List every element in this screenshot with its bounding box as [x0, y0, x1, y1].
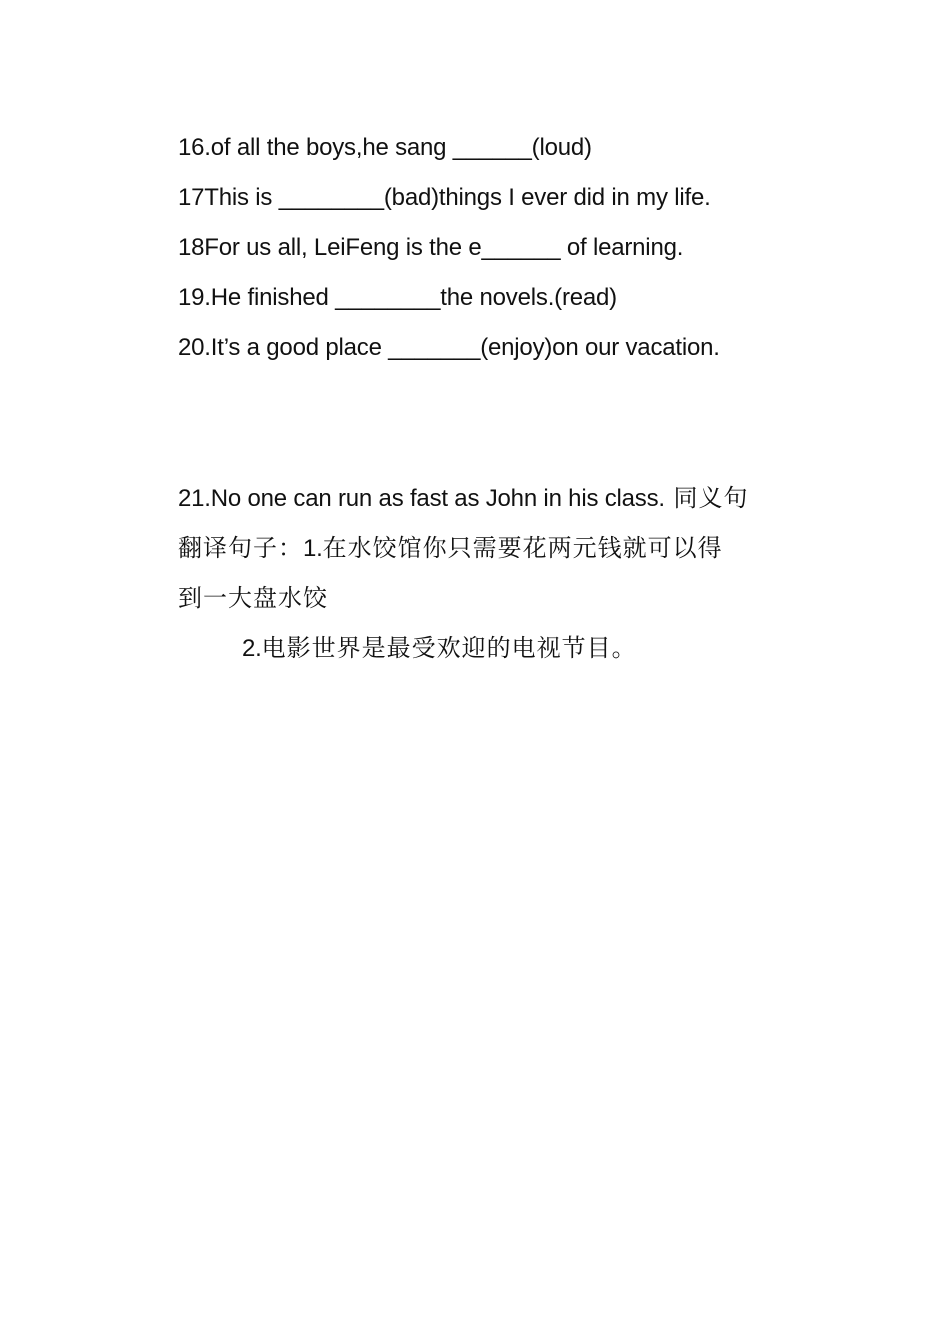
translation-item-2-number: 2.	[242, 635, 262, 662]
question-17: 17This is ________(bad)things I ever did in my life.	[178, 184, 711, 211]
translation-item-2-text: 电影世界是最受欢迎的电视节目。	[261, 634, 637, 662]
question-21	[178, 473, 818, 523]
question-21-instruction: 同义句	[664, 484, 749, 512]
question-21-english: 21.No one can run as fast as John in his class.	[178, 485, 665, 512]
translation-item-1-text: 在水饺馆你只需要花两元钱就可以得	[322, 534, 723, 562]
translation-item-1-line-2: 到一大盘水饺	[178, 584, 328, 612]
translation-heading: 翻译句子：	[178, 534, 303, 562]
translation-item-2	[178, 623, 818, 673]
question-16: 16.of all the boys,he sang ______(loud)	[178, 134, 592, 161]
translation-item-1-number: 1.	[303, 535, 323, 562]
worksheet-body	[178, 123, 818, 673]
question-19: 19.He finished ________the novels.(read)	[178, 284, 617, 311]
blank-spacer	[178, 373, 818, 473]
question-18: 18For us all, LeiFeng is the e______ of learning.	[178, 234, 684, 261]
translation-item-1-line-1	[178, 523, 818, 573]
question-20: 20.It’s a good place _______(enjoy)on our vacation.	[178, 334, 720, 361]
